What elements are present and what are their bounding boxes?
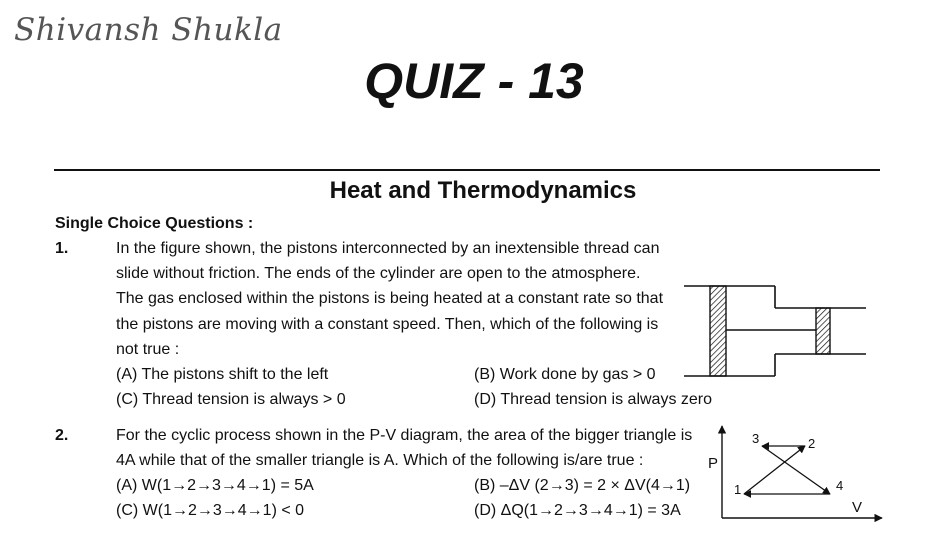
question-1-line: slide without friction. The ends of the cylinder are open to the atmosphere. <box>116 265 641 282</box>
question-2-option-b[interactable]: (B) –ΔV (2→3) = 2 × ΔV(4→1) <box>474 477 691 494</box>
question-2-option-d[interactable]: (D) ΔQ(1→2→3→4→1) = 3A <box>474 502 681 519</box>
question-2-option-c[interactable]: (C) W(1→2→3→4→1) < 0 <box>116 502 305 519</box>
pv-diagram <box>700 420 890 524</box>
question-1-number: 1. <box>55 240 69 257</box>
section-heading: Single Choice Questions : <box>55 215 254 232</box>
question-2-line: For the cyclic process shown in the P-V diagram, the area of the bigger triangle is <box>116 427 693 444</box>
piston-cylinder-figure <box>670 278 870 384</box>
question-1-line: the pistons are moving with a constant speed. Then, which of the following is <box>116 316 659 333</box>
question-1-option-b[interactable]: (B) Work done by gas > 0 <box>474 366 656 383</box>
point-1-label: 1 <box>734 482 742 497</box>
question-1-option-d[interactable]: (D) Thread tension is always zero <box>474 391 713 408</box>
point-4-label: 4 <box>836 478 844 493</box>
point-3-label: 3 <box>752 431 760 446</box>
question-1-option-c[interactable]: (C) Thread tension is always > 0 <box>116 391 346 408</box>
question-1-line: The gas enclosed within the pistons is being heated at a constant rate so that <box>116 290 664 307</box>
subject-heading: Heat and Thermodynamics <box>329 177 637 204</box>
question-1-line: not true : <box>116 341 180 358</box>
question-1-line: In the figure shown, the pistons interconnected by an inextensible thread can <box>116 240 660 257</box>
title-divider <box>54 169 880 171</box>
point-2-label: 2 <box>808 436 816 451</box>
p-axis-label: P <box>708 455 719 472</box>
question-1-option-a[interactable]: (A) The pistons shift to the left <box>116 366 329 383</box>
quiz-title: QUIZ - 13 <box>364 53 584 109</box>
question-2-number: 2. <box>55 427 69 444</box>
question-2-line: 4A while that of the smaller triangle is A. Which of the following is/are true : <box>116 452 644 469</box>
author-signature: Shivansh Shukla <box>14 12 283 48</box>
question-2-option-a[interactable]: (A) W(1→2→3→4→1) = 5A <box>116 477 314 494</box>
v-axis-label: V <box>852 499 863 516</box>
